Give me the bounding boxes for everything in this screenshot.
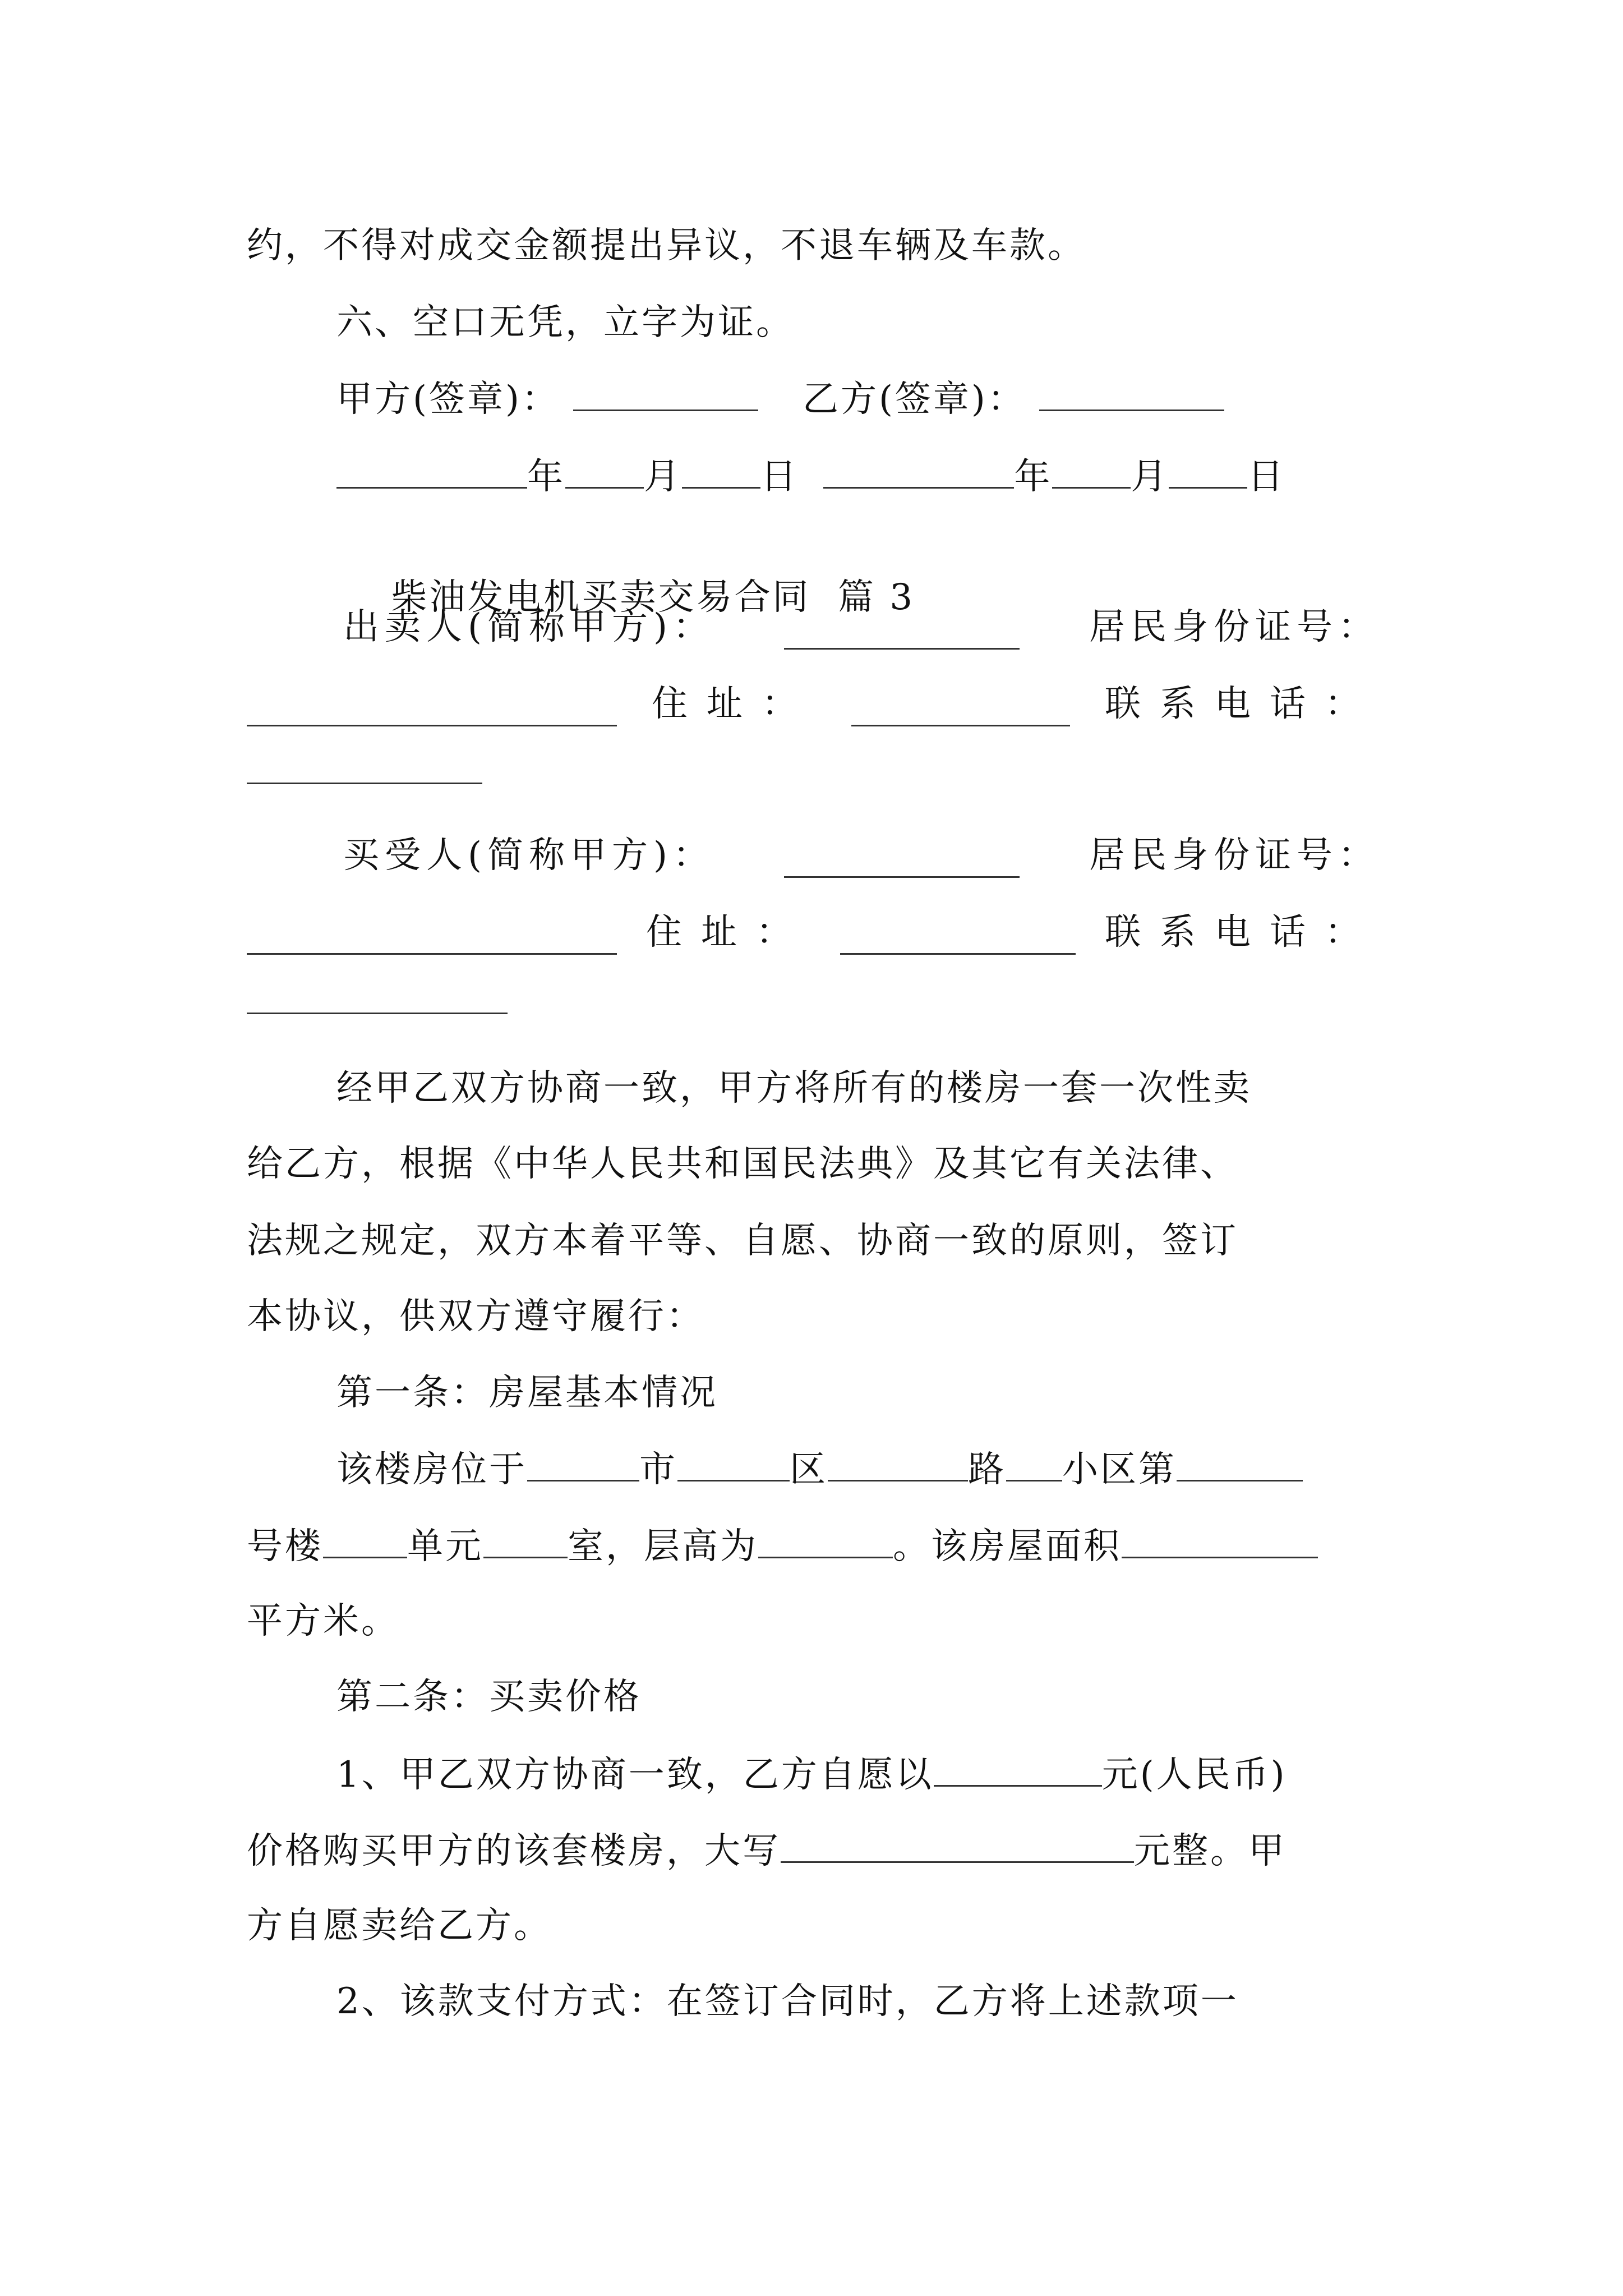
year-label: 年 <box>1014 456 1053 498</box>
location-text: 室，层高为 <box>568 1526 758 1567</box>
date-line <box>336 453 1380 498</box>
text-line <box>336 300 1380 345</box>
text-line <box>247 1903 1380 1948</box>
day-label: 日 <box>760 456 799 498</box>
location-text: 。该房屋面积 <box>893 1526 1122 1567</box>
text-line <box>247 223 1380 268</box>
month-blank <box>1052 453 1131 489</box>
buyer-address-line <box>247 910 1380 955</box>
location-text: 市 <box>639 1449 677 1490</box>
buyer-id-blank <box>247 919 617 955</box>
month-blank <box>565 453 644 489</box>
article-two-title: 第二条：买卖价格 <box>336 1676 642 1718</box>
location-text: 平方米。 <box>247 1600 399 1642</box>
building-blank <box>1177 1446 1303 1481</box>
paragraph-text: 给乙方，根据《中华人民共和国民法典》及其它有关法律、 <box>247 1143 1238 1185</box>
paragraph-text: 法规之规定，双方本着平等、自愿、协商一致的原则，签订 <box>247 1220 1238 1262</box>
party-a-signature-label: 甲方(签章)： <box>336 379 560 420</box>
seller-phone-blank <box>247 749 482 784</box>
text-line <box>336 1066 1380 1111</box>
buyer-name-blank <box>784 843 1020 878</box>
year-blank <box>336 453 527 489</box>
day-blank <box>1169 453 1247 489</box>
article-heading <box>336 1370 1380 1415</box>
section-heading <box>336 530 1380 618</box>
party-a-signature-blank <box>573 376 758 411</box>
seller-name-blank <box>784 614 1020 650</box>
address-label: 住址： <box>652 683 817 725</box>
price-amount-blank <box>934 1751 1102 1787</box>
price-text: 元整。甲 <box>1134 1830 1287 1872</box>
text-line <box>247 1294 1380 1339</box>
text-line <box>247 1142 1380 1186</box>
price-text: 价格购买甲方的该套楼房，大写 <box>247 1830 781 1872</box>
price-line <box>336 1751 1380 1796</box>
location-text: 单元 <box>407 1526 483 1567</box>
community-blank <box>1006 1446 1062 1481</box>
unit-blank <box>323 1523 407 1558</box>
price-text: 元(人民币) <box>1101 1754 1287 1796</box>
room-blank <box>483 1523 568 1558</box>
paragraph-text: 经甲乙双方协商一致，甲方将所有的楼房一套一次性卖 <box>336 1068 1252 1109</box>
seller-id-label: 居民身份证号： <box>1089 606 1380 648</box>
buyer-phone-line <box>247 979 1380 1024</box>
payment-text: 2、该款支付方式：在签订合同时，乙方将上述款项一 <box>336 1981 1239 2022</box>
buyer-phone-blank <box>247 979 508 1014</box>
text-line <box>247 1599 1380 1644</box>
buyer-address-blank <box>840 919 1076 955</box>
seller-line <box>343 605 1380 650</box>
article-one-title: 第一条：房屋基本情况 <box>336 1372 718 1414</box>
month-label: 月 <box>644 456 682 498</box>
year-blank <box>823 453 1014 489</box>
article-heading <box>336 1674 1380 1719</box>
location-text: 号楼 <box>247 1526 323 1567</box>
price-uppercase-blank <box>781 1828 1134 1863</box>
location-text: 路 <box>968 1449 1006 1490</box>
area-blank <box>1122 1523 1318 1558</box>
city-blank <box>527 1446 639 1481</box>
paragraph-text: 本协议，供双方遵守履行： <box>247 1296 704 1337</box>
month-label: 月 <box>1131 456 1169 498</box>
location-text: 小区第 <box>1062 1449 1177 1490</box>
address-label: 住址： <box>646 912 811 953</box>
contract-heading: 柴油发电机买卖交易合同 篇 3 <box>391 577 915 618</box>
text-line <box>247 1218 1380 1263</box>
party-b-signature-blank <box>1039 376 1224 411</box>
price-text: 1、甲乙双方协商一致，乙方自愿以 <box>336 1754 934 1796</box>
location-line <box>336 1446 1380 1491</box>
seller-phone-line <box>247 749 1380 794</box>
signature-line <box>336 376 1380 421</box>
paragraph-text: 约，不得对成交金额提出异议，不退车辆及车款。 <box>247 225 1086 266</box>
location-text: 区 <box>790 1449 828 1490</box>
clause-six: 六、空口无凭，立字为证。 <box>336 302 794 343</box>
buyer-line <box>343 833 1380 878</box>
seller-id-blank <box>247 691 617 726</box>
seller-address-blank <box>851 691 1070 726</box>
price-line <box>247 1828 1380 1872</box>
year-label: 年 <box>527 456 565 498</box>
seller-address-line <box>247 682 1380 726</box>
road-blank <box>828 1446 968 1481</box>
day-blank <box>682 453 760 489</box>
phone-label: 联系电话： <box>1105 912 1380 953</box>
text-line <box>336 1979 1380 2024</box>
party-b-signature-label: 乙方(签章)： <box>802 379 1026 420</box>
price-text: 方自愿卖给乙方。 <box>247 1905 552 1947</box>
seller-label: 出卖人(简称甲方)： <box>343 606 714 648</box>
location-line <box>247 1523 1380 1568</box>
floor-height-blank <box>758 1523 893 1558</box>
location-text: 该楼房位于 <box>336 1449 527 1490</box>
phone-label: 联系电话： <box>1105 683 1380 725</box>
buyer-label: 买受人(简称甲方)： <box>343 835 714 876</box>
district-blank <box>677 1446 790 1481</box>
day-label: 日 <box>1247 456 1286 498</box>
buyer-id-label: 居民身份证号： <box>1089 835 1380 876</box>
